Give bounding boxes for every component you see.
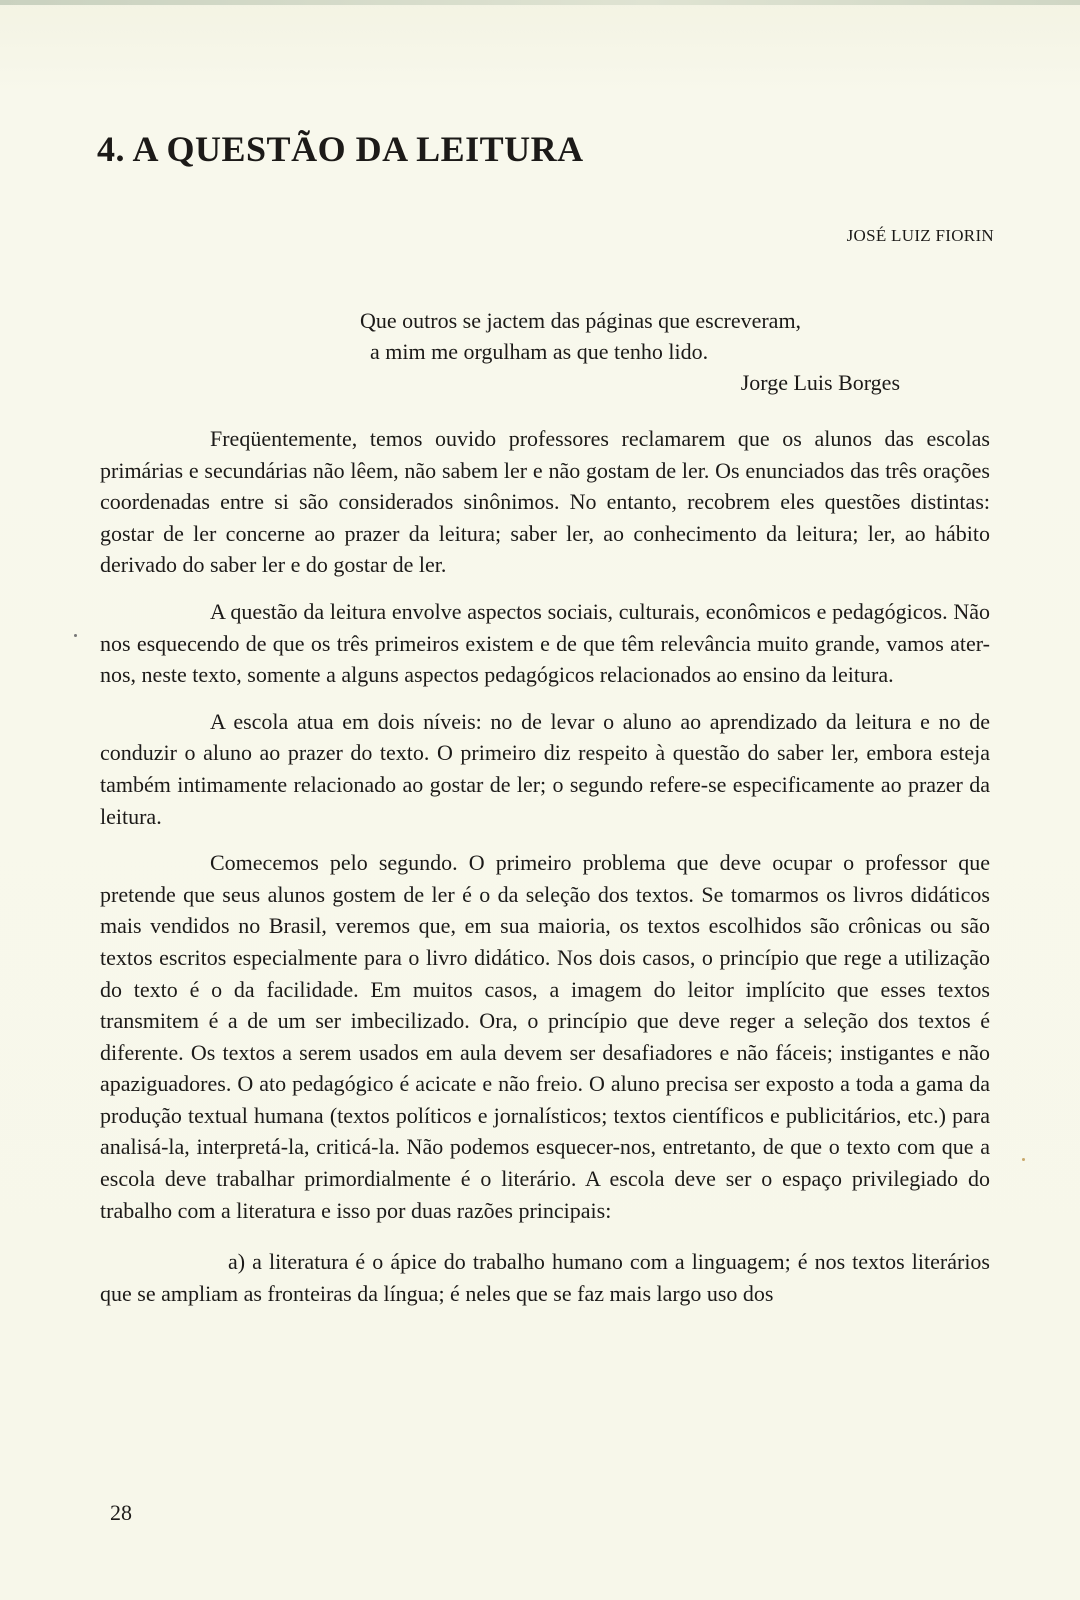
- paper-speck: [1022, 1158, 1025, 1161]
- paragraph-3: A escola atua em dois níveis: no de levar o aluno ao aprendizado da leitura e no de conduzir o aluno ao prazer do texto. O primeiro diz respeito à questão do saber ler, embora esteja também intimamente relacionado ao gostar de ler; o segundo refere-se especificamente ao prazer da leitura.: [100, 708, 990, 829]
- epigraph-attribution: Jorge Luis Borges: [740, 370, 900, 395]
- page-top-edge: [0, 0, 1080, 5]
- paragraph-1: Freqüentemente, temos ouvido professores reclamarem que os alunos das escolas primárias e secundárias não lêem, não sabem ler e não gostam de ler. Os enunciados das três orações coordenadas entre si são considerados sinônimos. No entanto, recobrem eles questões distintas: gostar de ler concerne ao prazer da leitura; saber ler, ao conhecimento da leitura; ler, ao hábito derivado do saber ler e do gostar de ler.: [100, 426, 990, 578]
- body-text: [100, 423, 990, 1324]
- epigraph-line-2: a mim me orgulham as que tenho lido.: [370, 339, 709, 364]
- epigraph-line-1: Que outros se jactem das páginas que escreveram,: [360, 308, 802, 333]
- paper-speck: [74, 634, 77, 637]
- chapter-title: 4. A QUESTÃO DA LEITURA: [97, 129, 584, 169]
- page-number: 28: [110, 1500, 132, 1525]
- paragraph-2: A questão da leitura envolve aspectos sociais, culturais, econômicos e pedagógicos. Não nos esquecendo de que os três primeiros existem e de que têm relevância muito grande, vamos ater-nos, neste texto, somente a alguns aspectos pedagógicos relacionados ao ensino da leitura.: [100, 598, 990, 688]
- chapter-author: JOSÉ LUIZ FIORIN: [846, 226, 994, 245]
- epigraph: [360, 305, 900, 398]
- paragraph-4: Comecemos pelo segundo. O primeiro problema que deve ocupar o professor que pretende que seus alunos gostem de ler é o da seleção dos textos. Se tomarmos os livros didáticos mais vendidos no Brasil, veremos que, em sua maioria, os textos escolhidos são crônicas ou são textos escritos especialmente para o livro didático. Nos dois casos, o princípio que rege a utilização do texto é o da facilidade. Em muitos casos, a imagem do leitor implícito que esses textos transmitem é a de um ser imbecilizado. Ora, o princípio que deve reger a seleção dos textos é diferente. Os textos a serem usados em aula devem ser desafiadores e não fáceis; instigantes e não apaziguadores. O ato pedagógico é acicate e não freio. O aluno precisa ser exposto a toda a gama da produção textual humana (textos políticos e jornalísticos; textos científicos e publicitários, etc.) para analisá-la, interpretá-la, criticá-la. Não podemos esquecer-nos, entretanto, de que o texto com que a escola deve trabalhar primordialmente é o literário. A escola deve ser o espaço privilegiado do trabalho com a literatura e isso por duas razões principais:: [100, 850, 990, 1223]
- list-item-a: a) a literatura é o ápice do trabalho humano com a linguagem; é nos textos literários que se ampliam as fronteiras da língua; é neles que se faz mais largo uso dos: [100, 1249, 990, 1306]
